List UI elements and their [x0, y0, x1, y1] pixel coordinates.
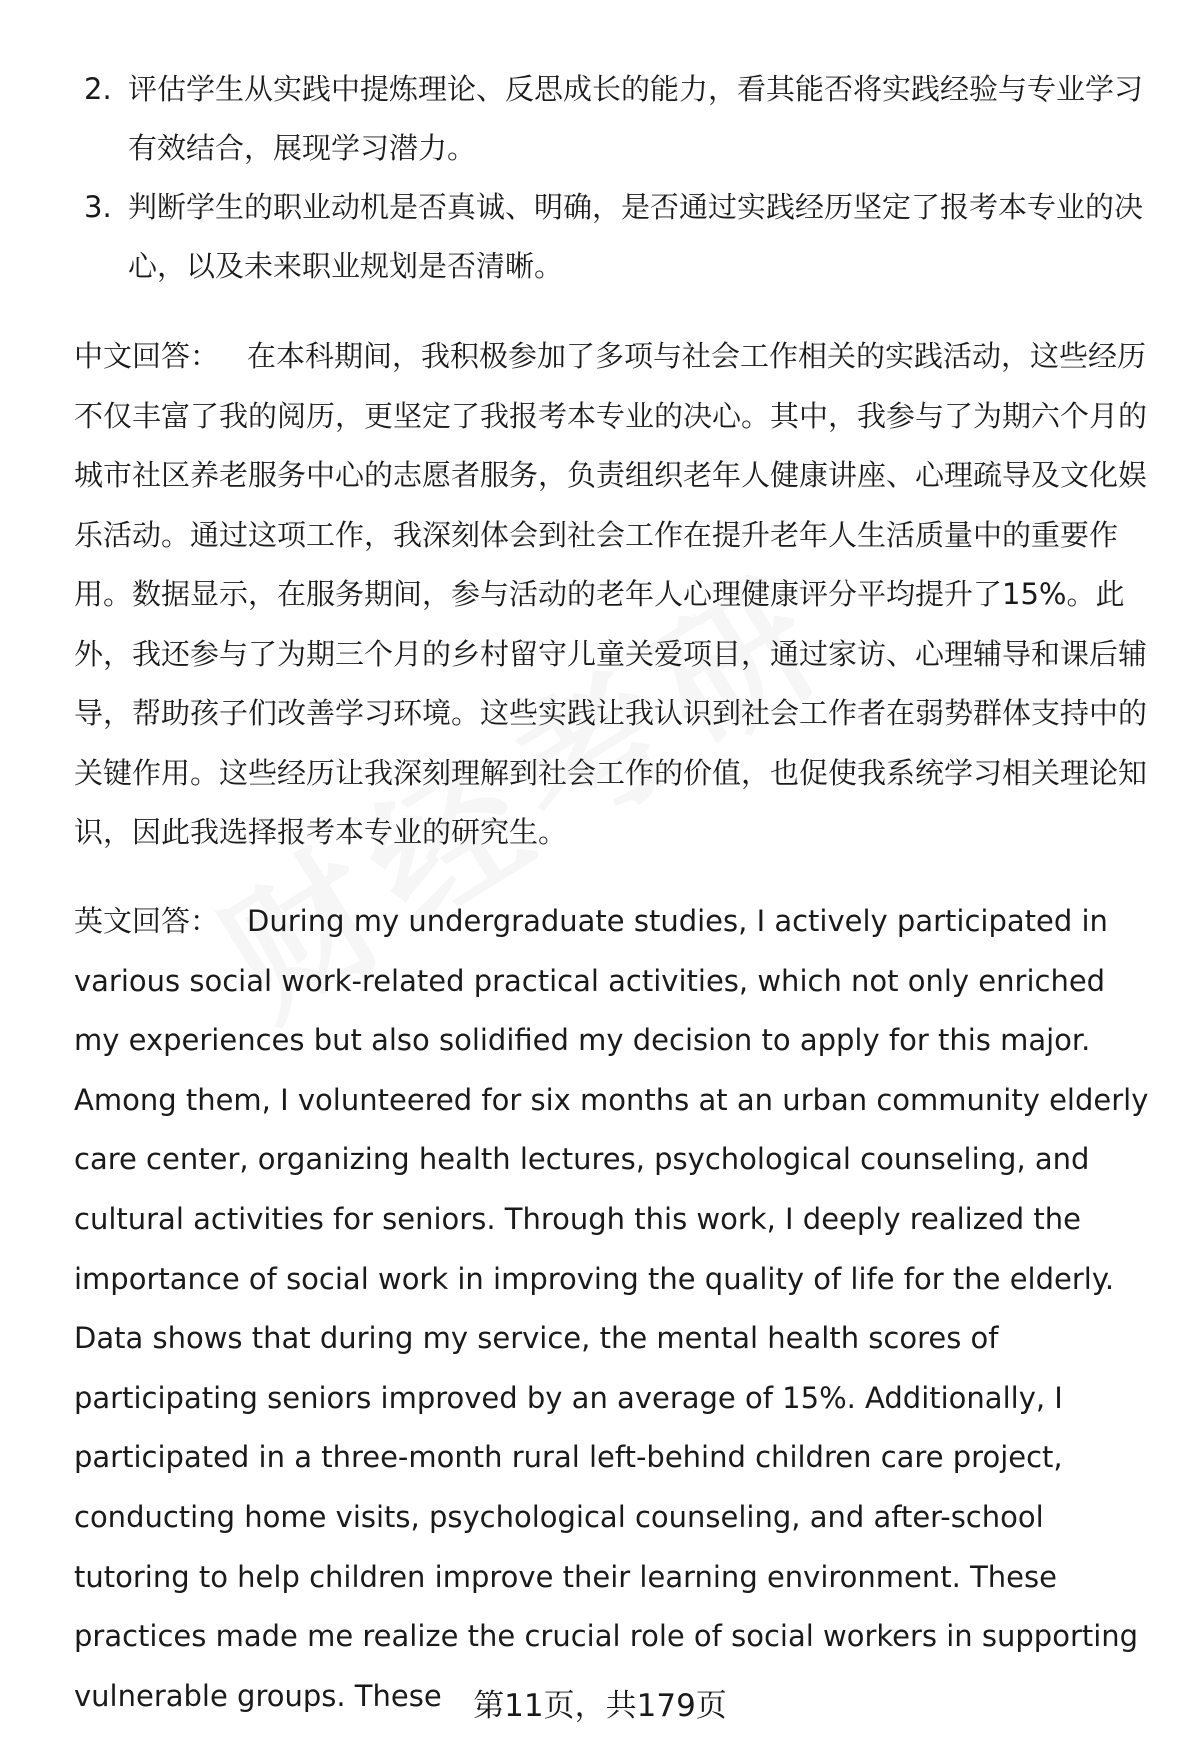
list-item-number: 3.	[84, 190, 112, 224]
chinese-answer-paragraph	[74, 327, 1154, 863]
english-answer-text: During my undergraduate studies, I actively participated in various social work-related practical activities, which not only enriched my experiences but also solidified my decision to apply for this major. Among them, I volunteered for six months at an urban community elderly care center, organizing health lectures, psychological counseling, and cultural activities for seniors. Through this work, I deeply realized the importance of social work in improving the quality of life for the elderly. Data shows that during my service, the mental health scores of participating seniors improved by an average of 15%. Additionally, I participated in a three-month rural left-behind children care project, conducting home visits, psychological counseling, and after-school tutoring to help children improve their learning environment. These practices made me realize the crucial role of social workers in supporting vulnerable groups. These	[74, 904, 1149, 1713]
criteria-list	[74, 60, 1144, 296]
list-item-text: 评估学生从实践中提炼理论、反思成长的能力，看其能否将实践经验与专业学习有效结合，展现学习潜力。	[128, 72, 1144, 165]
list-item	[74, 60, 1144, 178]
list-item	[74, 178, 1144, 296]
chinese-answer-label: 中文回答：	[74, 339, 220, 373]
chinese-answer-text: 在本科期间，我积极参加了多项与社会工作相关的实践活动，这些经历不仅丰富了我的阅历，更坚定了我报考本专业的决心。其中，我参与了为期六个月的城市社区养老服务中心的志愿者服务，负责组织老年人健康讲座、心理疏导及文化娱乐活动。通过这项工作，我深刻体会到社会工作在提升老年人生活质量中的重要作用。数据显示，在服务期间，参与活动的老年人心理健康评分平均提升了15%。此外，我还参与了为期三个月的乡村留守儿童关爱项目，通过家访、心理辅导和课后辅导，帮助孩子们改善学习环境。这些实践让我认识到社会工作者在弱势群体支持中的关键作用。这些经历让我深刻理解到社会工作的价值，也促使我系统学习相关理论知识，因此我选择报考本专业的研究生。	[74, 339, 1148, 849]
english-answer-paragraph	[74, 892, 1154, 1726]
list-item-number: 2.	[84, 72, 112, 106]
english-answer-label: 英文回答：	[74, 904, 220, 938]
list-item-text: 判断学生的职业动机是否真诚、明确，是否通过实践经历坚定了报考本专业的决心，以及未来职业规划是否清晰。	[128, 190, 1144, 283]
page-number-footer: 第11页，共179页	[473, 1688, 727, 1724]
